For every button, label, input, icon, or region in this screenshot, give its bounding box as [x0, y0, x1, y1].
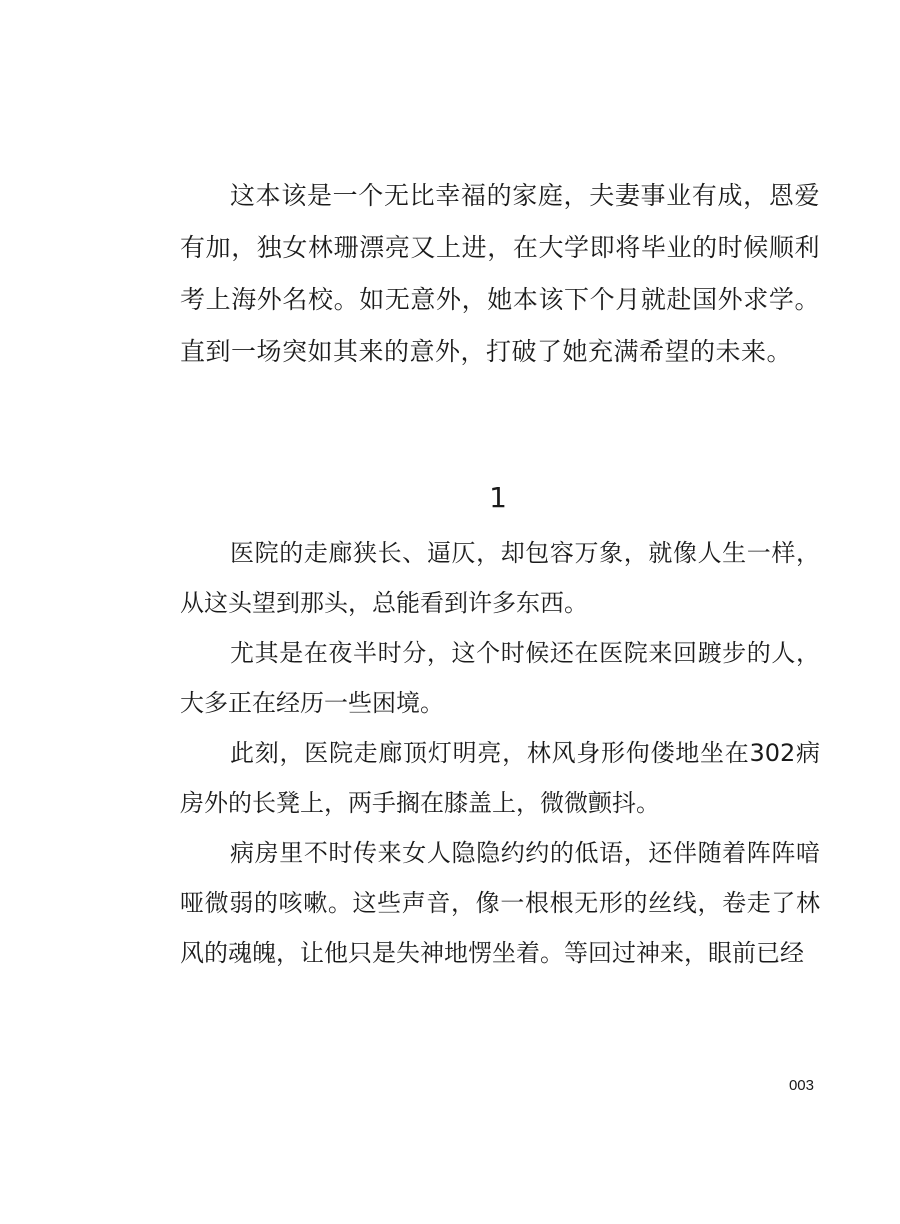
body-paragraph: 医院的走廊狭长、逼仄，却包容万象，就像人生一样，从这头望到那头，总能看到许多东西。: [180, 539, 820, 617]
page-number: 003: [788, 1077, 814, 1094]
body-paragraph: 尤其是在夜半时分，这个时候还在医院来回踱步的人，大多正在经历一些困境。: [180, 639, 820, 717]
intro-paragraph: 这本该是一个无比幸福的家庭，夫妻事业有成，恩爱有加，独女林珊漂亮又上进，在大学即将毕业的时候顺利考上海外名校。如无意外，她本该下个月就赴国外求学。直到一场突如其来的意外，打破了她充满希望的未来。: [180, 181, 820, 366]
body-paragraph: 此刻，医院走廊顶灯明亮，林风身形佝偻地坐在302病房外的长凳上，两手搁在膝盖上，微微颤抖。: [180, 739, 820, 817]
body-paragraph: 病房里不时传来女人隐隐约约的低语，还伴随着阵阵喑哑微弱的咳嗽。这些声音，像一根根无形的丝线，卷走了林风的魂魄，让他只是失神地愣坐着。等回过神来，眼前已经: [180, 839, 820, 967]
chapter-number: 1: [489, 481, 507, 514]
chapter-body: [180, 528, 820, 978]
